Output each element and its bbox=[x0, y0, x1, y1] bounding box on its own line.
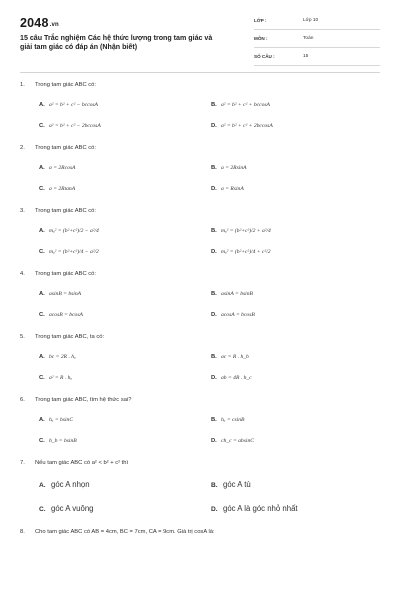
logo-suffix: .vn bbox=[49, 22, 59, 28]
option-letter: A. bbox=[39, 482, 46, 489]
answer-option-a[interactable] bbox=[39, 227, 211, 236]
answer-options bbox=[39, 479, 380, 527]
answer-options bbox=[39, 353, 380, 395]
question-number: 4. bbox=[20, 271, 25, 277]
answer-option-d[interactable] bbox=[211, 248, 383, 257]
question-number: 2. bbox=[20, 145, 25, 151]
option-text: ac = R . h_b bbox=[221, 354, 249, 360]
question-number: 5. bbox=[20, 334, 25, 340]
header-divider bbox=[20, 72, 380, 73]
answer-option-a[interactable] bbox=[39, 353, 211, 362]
option-text: a² = b² + c² − bccosA bbox=[49, 102, 98, 108]
answer-option-d[interactable] bbox=[211, 185, 383, 194]
document-title: 15 câu Trắc nghiệm Các hệ thức lượng trong tam giác và giải tam giác có đáp án (Nhận biết) bbox=[20, 34, 213, 51]
option-letter: B. bbox=[211, 228, 217, 234]
answer-option-a[interactable] bbox=[39, 164, 211, 173]
answer-option-c[interactable] bbox=[39, 311, 211, 320]
option-text: h_b = bsinB bbox=[49, 438, 77, 444]
question-text bbox=[20, 458, 380, 468]
question-number: 6. bbox=[20, 397, 25, 403]
question-prompt: Trong tam giác ABC, ta có: bbox=[35, 334, 105, 340]
answer-options bbox=[39, 101, 380, 143]
question-text bbox=[20, 143, 380, 153]
option-letter: B. bbox=[211, 102, 217, 108]
answer-options bbox=[39, 227, 380, 269]
meta-row-class bbox=[254, 14, 380, 30]
option-text: ch_c = absinC bbox=[221, 438, 254, 444]
question-text bbox=[20, 332, 380, 342]
option-letter: D. bbox=[211, 375, 217, 381]
answer-option-d[interactable] bbox=[211, 437, 383, 446]
option-text: mₐ² = (b²+c²)/4 + c²/2 bbox=[221, 249, 271, 255]
answer-option-c[interactable] bbox=[39, 374, 211, 383]
question-prompt: Nếu tam giác ABC có a² < b² + c² thì bbox=[35, 460, 129, 466]
question-2 bbox=[20, 143, 380, 206]
answer-option-c[interactable] bbox=[39, 122, 211, 131]
question-number: 7. bbox=[20, 460, 25, 466]
option-text: a² = b² + c² + bccosA bbox=[221, 102, 270, 108]
answer-option-d[interactable] bbox=[211, 503, 383, 514]
answer-option-b[interactable] bbox=[211, 290, 383, 299]
option-letter: C. bbox=[39, 123, 45, 129]
question-text bbox=[20, 395, 380, 405]
site-logo[interactable] bbox=[20, 16, 59, 30]
answer-option-a[interactable] bbox=[39, 290, 211, 299]
question-text bbox=[20, 527, 380, 537]
option-text: a² = b² + c² + 2bccosA bbox=[221, 123, 273, 129]
option-letter: D. bbox=[211, 123, 217, 129]
answer-option-b[interactable] bbox=[211, 479, 383, 490]
answer-option-c[interactable] bbox=[39, 503, 211, 514]
option-letter: D. bbox=[211, 506, 218, 513]
option-letter: D. bbox=[211, 312, 217, 318]
option-text: a = 2RcosA bbox=[49, 165, 76, 171]
option-letter: A. bbox=[39, 228, 45, 234]
option-text: asinB = bsinA bbox=[49, 291, 82, 297]
question-number: 3. bbox=[20, 208, 25, 214]
answer-options bbox=[39, 416, 380, 458]
meta-value: Toán bbox=[303, 36, 314, 41]
answer-option-b[interactable] bbox=[211, 416, 383, 425]
question-text bbox=[20, 269, 380, 279]
option-text: asinA = bsinB bbox=[221, 291, 253, 297]
answer-option-b[interactable] bbox=[211, 164, 383, 173]
question-text bbox=[20, 206, 380, 216]
question-prompt: Trong tam giác ABC có: bbox=[35, 208, 97, 214]
answer-option-b[interactable] bbox=[211, 353, 383, 362]
answer-option-c[interactable] bbox=[39, 185, 211, 194]
question-list bbox=[20, 80, 380, 548]
question-3 bbox=[20, 206, 380, 269]
option-letter: C. bbox=[39, 312, 45, 318]
answer-option-a[interactable] bbox=[39, 479, 211, 490]
answer-option-a[interactable] bbox=[39, 416, 211, 425]
option-letter: B. bbox=[211, 417, 217, 423]
option-letter: B. bbox=[211, 291, 217, 297]
meta-value: 15 bbox=[303, 54, 309, 59]
option-letter: B. bbox=[211, 482, 218, 489]
option-text: góc A nhọn bbox=[51, 480, 90, 489]
option-letter: A. bbox=[39, 291, 45, 297]
option-letter: A. bbox=[39, 354, 45, 360]
option-text: ab = 4R . h_c bbox=[221, 375, 252, 381]
option-text: góc A vuông bbox=[51, 504, 94, 513]
option-text: góc A là góc nhỏ nhất bbox=[223, 504, 298, 513]
option-letter: A. bbox=[39, 165, 45, 171]
option-text: a = 2RsinA bbox=[221, 165, 247, 171]
option-text: hₐ = csinB bbox=[221, 417, 245, 423]
question-number: 8. bbox=[20, 529, 25, 535]
document-header bbox=[20, 14, 380, 70]
answer-option-d[interactable] bbox=[211, 311, 383, 320]
option-letter: C. bbox=[39, 249, 45, 255]
option-text: góc A tù bbox=[223, 480, 251, 489]
question-5 bbox=[20, 332, 380, 395]
option-text: a = 2RtanA bbox=[49, 186, 76, 192]
question-8 bbox=[20, 527, 380, 537]
answer-option-c[interactable] bbox=[39, 437, 211, 446]
meta-key: SỐ CÂU : bbox=[254, 54, 275, 59]
option-letter: C. bbox=[39, 438, 45, 444]
option-text: mₐ² = (b²+c²)/2 + a²/4 bbox=[221, 228, 271, 234]
option-text: a = RsinA bbox=[221, 186, 244, 192]
question-6 bbox=[20, 395, 380, 458]
question-7 bbox=[20, 458, 380, 527]
answer-option-b[interactable] bbox=[211, 227, 383, 236]
answer-option-d[interactable] bbox=[211, 374, 383, 383]
option-text: hₐ = bsinC bbox=[49, 417, 74, 423]
meta-key: MÔN : bbox=[254, 36, 268, 41]
answer-option-c[interactable] bbox=[39, 248, 211, 257]
option-letter: C. bbox=[39, 375, 45, 381]
question-prompt: Trong tam giác ABC, tìm hệ thức sai? bbox=[35, 397, 132, 403]
question-prompt: Cho tam giác ABC có AB = 4cm, BC = 7cm, CA = 9cm. Giá trị cosA là: bbox=[35, 529, 215, 535]
option-text: mₐ² = (b²+c²)/2 − a²/4 bbox=[49, 228, 99, 234]
option-text: acosA = bcosB bbox=[221, 312, 255, 318]
question-text bbox=[20, 80, 380, 90]
answer-option-d[interactable] bbox=[211, 122, 383, 131]
option-text: a² = R . hₐ bbox=[49, 375, 73, 381]
answer-option-b[interactable] bbox=[211, 101, 383, 110]
meta-row-subject bbox=[254, 32, 380, 48]
question-1 bbox=[20, 80, 380, 143]
option-text: acosB = bcosA bbox=[49, 312, 83, 318]
question-4 bbox=[20, 269, 380, 332]
option-letter: A. bbox=[39, 417, 45, 423]
logo-text: 2048 bbox=[20, 16, 49, 30]
answer-options bbox=[39, 290, 380, 332]
option-letter: D. bbox=[211, 438, 217, 444]
option-letter: D. bbox=[211, 186, 217, 192]
meta-row-count bbox=[254, 50, 380, 66]
question-prompt: Trong tam giác ABC có: bbox=[35, 271, 97, 277]
question-number: 1. bbox=[20, 82, 25, 88]
meta-key: LỚP : bbox=[254, 18, 267, 23]
question-prompt: Trong tam giác ABC có: bbox=[35, 82, 97, 88]
option-text: a² = b² + c² − 2bccosA bbox=[49, 123, 101, 129]
meta-value: Lớp 10 bbox=[303, 18, 319, 23]
question-prompt: Trong tam giác ABC có: bbox=[35, 145, 97, 151]
option-letter: C. bbox=[39, 506, 46, 513]
option-letter: B. bbox=[211, 165, 217, 171]
option-letter: A. bbox=[39, 102, 45, 108]
answer-options bbox=[39, 164, 380, 206]
option-text: bc = 2R . hₐ bbox=[49, 354, 76, 360]
option-letter: C. bbox=[39, 186, 45, 192]
answer-option-a[interactable] bbox=[39, 101, 211, 110]
option-letter: D. bbox=[211, 249, 217, 255]
meta-table bbox=[254, 14, 380, 68]
option-text: mₐ² = (b²+c²)/4 − a²/2 bbox=[49, 249, 99, 255]
option-letter: B. bbox=[211, 354, 217, 360]
